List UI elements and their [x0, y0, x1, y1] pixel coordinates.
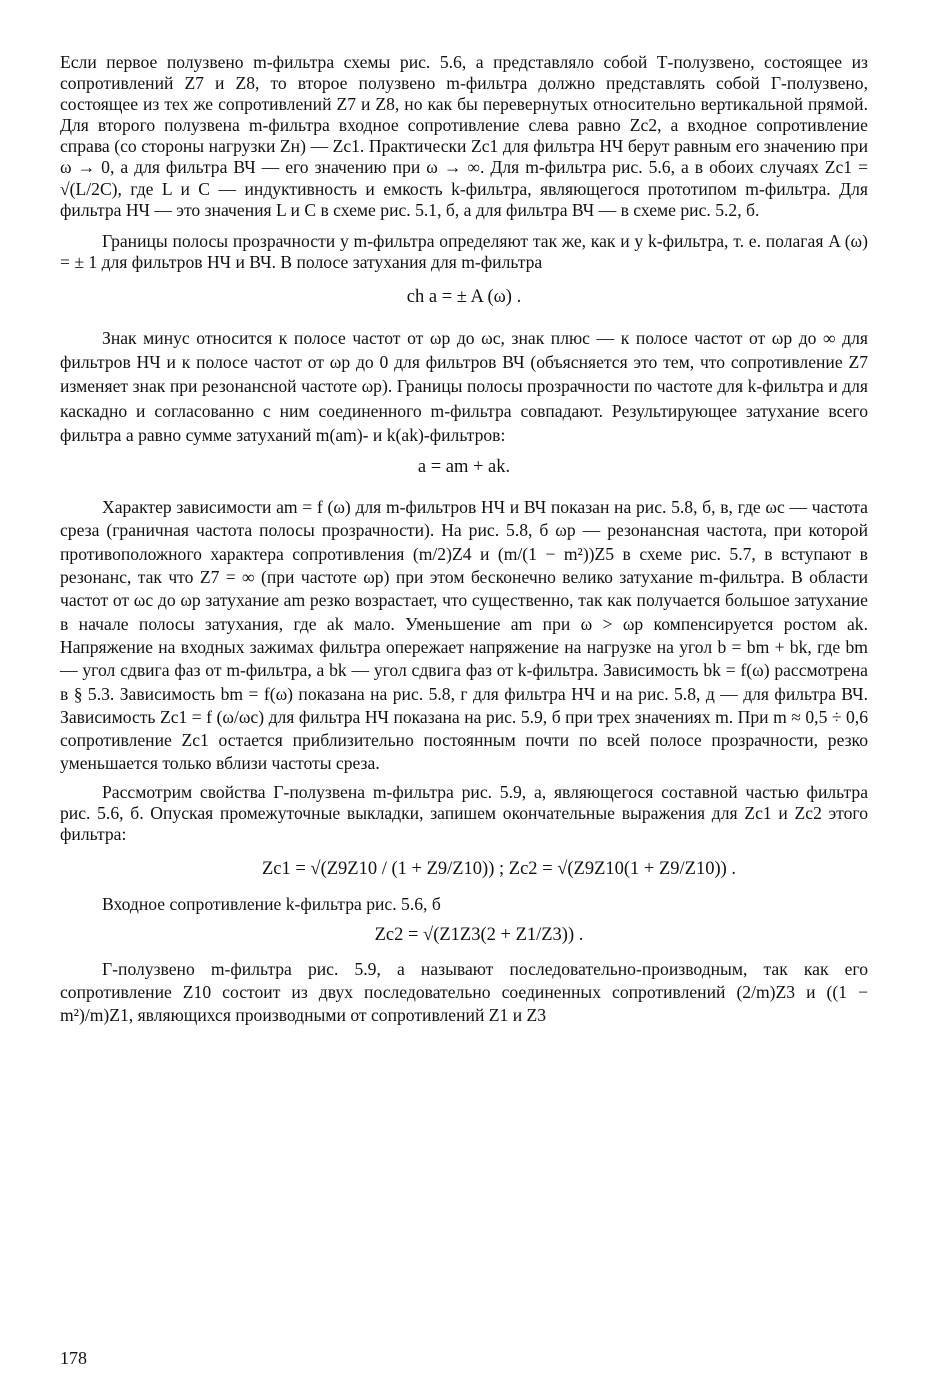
formula-k-filter-zc2: Zc2 = √(Z1Z3(2 + Z1/Z3)) .	[374, 925, 584, 946]
formula-ch-a: ch a = ± A (ω) .	[406, 286, 522, 307]
page-number: 178	[60, 1348, 87, 1368]
paragraph-2: Границы полосы прозрачности у m-фильтра определяют так же, как и у k-фильтра, т. е. полагая A (ω) = ± 1 для фильтров НЧ и ВЧ. В полосе затухания для m-фильтра	[60, 230, 868, 272]
paragraph-3: Знак минус относится к полосе частот от ωр до ωс, знак плюс — к полосе частот от ωр до ∞ для фильтров НЧ и к полосе частот от ωр до 0 для фильтров ВЧ (объясняется это тем, что сопротивление Z7 изменяет знак при резонансной частоте ωр). Границы полосы прозрачности по частоте для k-фильтра и для каскадно и согласованно с ним соединенного m-фильтра совпадают. Результирующее затухание всего фильтра a равно сумме затуханий m(am)- и k(ak)-фильтров:	[60, 328, 868, 445]
formula-total-attenuation: a = am + ak.	[417, 457, 511, 478]
paragraph-6: Входное сопротивление k-фильтра рис. 5.6, б	[102, 894, 441, 915]
formula-zc1-zc2: Zc1 = √(Z9Z10 / (1 + Z9/Z10)) ; Zc2 = √(Z9Z10(1 + Z9/Z10)) .	[261, 858, 737, 879]
paragraph-1: Если первое полузвено m-фильтра схемы рис. 5.6, а представляло собой Т-полузвено, состоящее из сопротивлений Z7 и Z8, то второе полузвено m-фильтра должно представлять собой Г-полузвено, состоящее из тех же сопротивлений Z7 и Z8, но как бы перевернутых относительно вертикальной прямой. Для второго полузвена m-фильтра входное сопротивление слева равно Zc2, а входное сопротивление справа (со стороны нагрузки Zн) — Zc1. Практически Zc1 для фильтра НЧ берут равным его значению при ω → 0, а для фильтра ВЧ — его значению при ω → ∞. Для m-фильтра рис. 5.6, а в обоих случаях Zc1 = √(L/2C), где L и C — индуктивность и емкость k-фильтра, являющегося прототипом m-фильтра. Для фильтра НЧ — это значения L и C в схеме рис. 5.1, б, а для фильтра ВЧ — в схеме рис. 5.2, б.	[60, 52, 868, 220]
page-body	[60, 52, 868, 1027]
paragraph-5: Рассмотрим свойства Г-полузвена m-фильтра рис. 5.9, а, являющегося составной частью фильтра рис. 5.6, б. Опуская промежуточные выкладки, запишем окончательные выражения для Zc1 и Zc2 этого фильтра:	[60, 781, 868, 844]
paragraph-7: Г-полузвено m-фильтра рис. 5.9, а называют последовательно-производным, так как его сопротивление Z10 состоит из двух последовательно соединенных сопротивлений (2/m)Z3 и ((1 − m²)/m)Z1, являющихся производными от сопротивлений Z1 и Z3	[60, 959, 868, 1026]
paragraph-4: Характер зависимости am = f (ω) для m-фильтров НЧ и ВЧ показан на рис. 5.8, б, в, где ωс — частота среза (граничная частота полосы прозрачности). На рис. 5.8, б ωр — резонансная частота, при которой противоположного характера сопротивления (m/2)Z4 и (m/(1 − m²))Z5 в схеме рис. 5.7, в вступают в резонанс, так что Z7 = ∞ (при частоте ωр) при этом бесконечно велико затухание m-фильтра. В области частот от ωс до ωр затухание am резко возрастает, что существенно, так как получается большое затухание в начале полосы затухания, где ak мало. Уменьшение am при ω > ωр компенсируется ростом ak. Напряжение на входных зажимах фильтра опережает напряжение на нагрузке на угол b = bm + bk, где bm — угол сдвига фаз от m-фильтра, а bk — угол сдвига фаз от k-фильтра. Зависимость bk = f(ω) рассмотрена в § 5.3. Зависимость bm = f(ω) показана на рис. 5.8, г для фильтра НЧ и на рис. 5.8, д — для фильтра ВЧ. Зависимость Zc1 = f (ω/ωс) для фильтра НЧ показана на рис. 5.9, б при трех значениях m. При m ≈ 0,5 ÷ 0,6 сопротивление Zc1 остается приблизительно постоянным почти по всей полосе прозрачности, резко уменьшается только вблизи частоты среза.	[60, 497, 868, 774]
